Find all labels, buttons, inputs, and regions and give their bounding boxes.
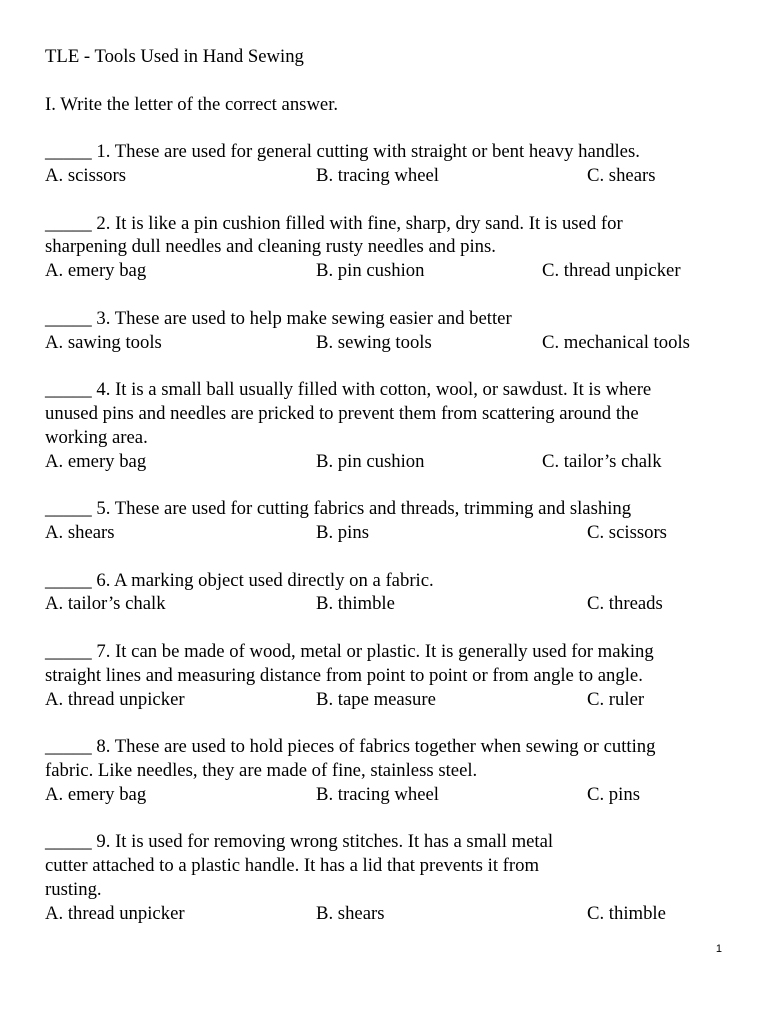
choice-b: B. shears: [316, 902, 385, 924]
choice-a: A. emery bag: [45, 450, 147, 472]
question-text-line: sharpening dull needles and cleaning rusty needles and pins.: [45, 236, 496, 258]
question-text-line: _____ 4. It is a small ball usually filled with cotton, wool, or sawdust. It is where: [45, 379, 652, 401]
choice-b: B. tracing wheel: [316, 164, 439, 186]
choice-c: C. ruler: [587, 688, 645, 710]
question-text-line: straight lines and measuring distance from point to point or from angle to angle.: [45, 664, 643, 686]
choice-row: [45, 331, 725, 355]
choice-c: C. scissors: [587, 521, 667, 543]
question-text-line: working area.: [45, 426, 148, 448]
choice-row: [45, 521, 725, 545]
choice-c: C. mechanical tools: [542, 331, 690, 353]
question-item: [45, 212, 725, 283]
page-number: 1: [715, 943, 722, 955]
instruction-text: I. Write the letter of the correct answer.: [45, 93, 339, 115]
question-text-line: _____ 1. These are used for general cutting with straight or bent heavy handles.: [45, 141, 640, 163]
spacer: [45, 354, 725, 378]
choice-b: B. pins: [316, 521, 369, 543]
choice-a: A. thread unpicker: [45, 688, 185, 710]
spacer: [45, 711, 725, 735]
question-item: [45, 735, 725, 806]
choice-row: [45, 592, 725, 616]
choice-c: C. thimble: [587, 902, 666, 924]
spacer: [45, 283, 725, 307]
question-text-line: _____ 3. These are used to help make sewing easier and better: [45, 307, 512, 329]
question-text-line: fabric. Like needles, they are made of fine, stainless steel.: [45, 759, 478, 781]
question-item: [45, 307, 725, 355]
choice-row: [45, 902, 725, 926]
spacer: [45, 616, 725, 640]
choice-row: [45, 783, 725, 807]
choice-b: B. sewing tools: [316, 331, 432, 353]
choice-a: A. tailor’s chalk: [45, 593, 166, 615]
choice-c: C. pins: [587, 783, 640, 805]
choice-b: B. thimble: [316, 593, 395, 615]
question-text-line: _____ 8. These are used to hold pieces of fabrics together when sewing or cutting: [45, 736, 656, 758]
choice-b: B. tracing wheel: [316, 783, 439, 805]
question-text-line: _____ 7. It can be made of wood, metal or plastic. It is generally used for making: [45, 640, 654, 662]
worksheet-page: [45, 45, 725, 925]
choice-c: C. shears: [587, 164, 656, 186]
spacer: [45, 69, 725, 93]
choice-b: B. pin cushion: [316, 450, 425, 472]
choice-row: [45, 688, 725, 712]
question-text-line: cutter attached to a plastic handle. It has a lid that prevents it from: [45, 855, 540, 877]
question-item: [45, 378, 725, 473]
question-text-line: _____ 5. These are used for cutting fabrics and threads, trimming and slashing: [45, 498, 632, 520]
choice-c: C. threads: [587, 593, 663, 615]
choice-row: [45, 259, 725, 283]
question-item: [45, 830, 725, 925]
page-title: TLE - Tools Used in Hand Sewing: [45, 46, 304, 67]
choice-a: A. sawing tools: [45, 331, 162, 353]
question-item: [45, 140, 725, 188]
spacer: [45, 545, 725, 569]
choice-b: B. tape measure: [316, 688, 436, 710]
question-text-line: _____ 6. A marking object used directly on a fabric.: [45, 569, 434, 591]
spacer: [45, 473, 725, 497]
question-item: [45, 640, 725, 711]
question-item: [45, 569, 725, 617]
spacer: [45, 116, 725, 140]
question-text-line: unused pins and needles are pricked to prevent them from scattering around the: [45, 402, 639, 424]
choice-b: B. pin cushion: [316, 260, 425, 282]
spacer: [45, 807, 725, 831]
choice-c: C. tailor’s chalk: [542, 450, 662, 472]
question-text-line: rusting.: [45, 878, 102, 900]
choice-a: A. emery bag: [45, 260, 147, 282]
question-text-line: _____ 9. It is used for removing wrong stitches. It has a small metal: [45, 831, 554, 853]
choice-row: [45, 164, 725, 188]
choice-a: A. shears: [45, 521, 115, 543]
choice-c: C. thread unpicker: [542, 260, 681, 282]
choice-a: A. scissors: [45, 164, 126, 186]
spacer: [45, 188, 725, 212]
question-text-line: _____ 2. It is like a pin cushion filled with fine, sharp, dry sand. It is used for: [45, 212, 623, 234]
choice-row: [45, 450, 725, 474]
choice-a: A. thread unpicker: [45, 902, 185, 924]
choice-a: A. emery bag: [45, 783, 147, 805]
question-item: [45, 497, 725, 545]
